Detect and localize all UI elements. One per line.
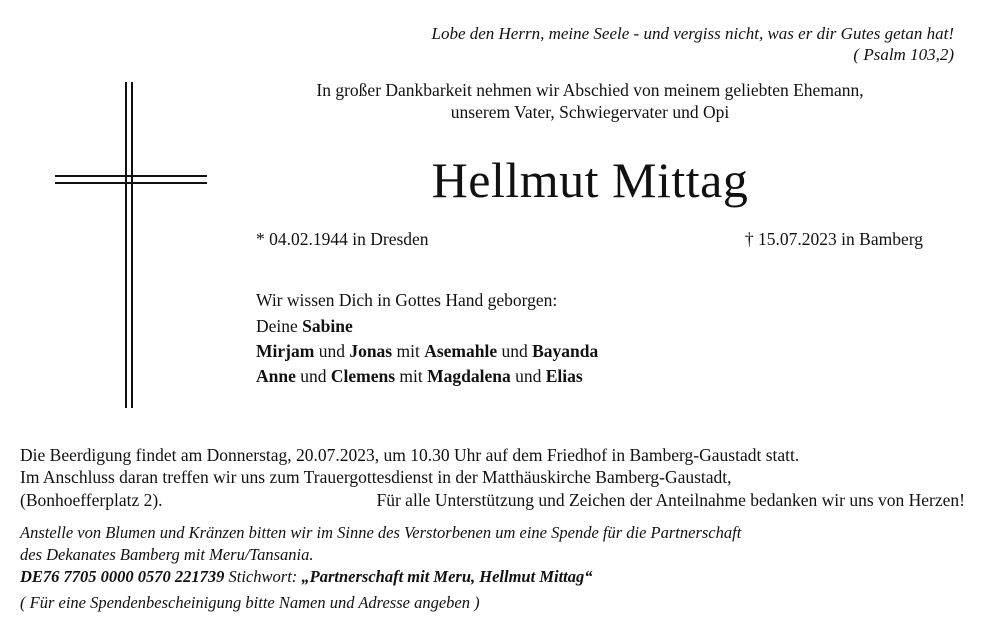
intro-line-1: In großer Dankbarkeit nehmen wir Abschied von meinem geliebten Ehemann,	[316, 80, 864, 100]
donation-line-1: Anstelle von Blumen und Kränzen bitten wir im Sinne des Verstorbenen um eine Spende für die Partnerschaft	[20, 523, 742, 542]
donation-keyword-label: Stichwort:	[224, 567, 302, 586]
intro-line-2: unserem Vater, Schwiegervater und Opi	[450, 102, 730, 122]
funeral-line-2: Im Anschluss daran treffen wir uns zum Trauergottesdienst in der Matthäuskirche Bamberg-Gaustadt,	[20, 467, 732, 487]
deceased-name: Hellmut Mittag	[431, 152, 749, 208]
funeral-address: (Bonhoefferplatz 2).	[20, 490, 163, 510]
donation-iban: DE76 7705 0000 0570 221739	[20, 567, 225, 586]
family-line-3: Anne und Clemens mit Magdalena und Elias	[256, 366, 583, 386]
donation-note: ( Für eine Spendenbescheinigung bitte Namen und Adresse angeben )	[20, 593, 480, 612]
psalm-reference: ( Psalm 103,2)	[853, 45, 954, 64]
family-line-1: Deine Sabine	[256, 316, 353, 336]
family-line-2: Mirjam und Jonas mit Asemahle und Bayanda	[256, 341, 599, 361]
funeral-thanks: Für alle Unterstützung und Zeichen der Anteilnahme bedanken wir uns von Herzen!	[376, 490, 965, 510]
donation-keyword: „Partnerschaft mit Meru, Hellmut Mittag“	[301, 567, 593, 586]
psalm-quote: Lobe den Herrn, meine Seele - und vergiss nicht, was er dir Gutes getan hat!	[431, 24, 954, 43]
birth-date: * 04.02.1944 in Dresden	[256, 229, 429, 249]
funeral-line-1: Die Beerdigung findet am Donnerstag, 20.07.2023, um 10.30 Uhr auf dem Friedhof in Bamberg-Gaustadt statt.	[20, 445, 800, 465]
donation-bank-line	[20, 566, 593, 587]
death-date: † 15.07.2023 in Bamberg	[744, 229, 923, 249]
family-intro: Wir wissen Dich in Gottes Hand geborgen:	[256, 290, 558, 310]
donation-line-2: des Dekanates Bamberg mit Meru/Tansania.	[20, 545, 314, 564]
